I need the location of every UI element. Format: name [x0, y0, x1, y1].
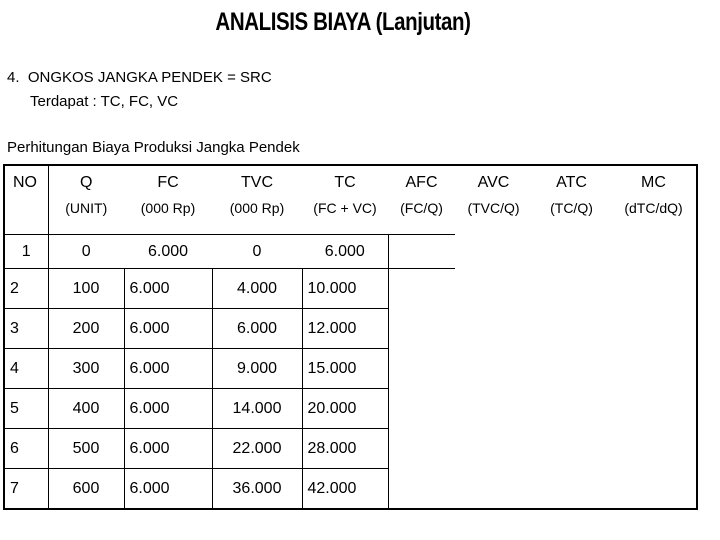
cell-afc — [388, 349, 455, 389]
cell-tc: 10.000 — [302, 269, 388, 309]
cell-atc — [532, 389, 611, 429]
section-heading: 4. ONGKOS JANGKA PENDEK = SRC — [7, 69, 272, 86]
cell-mc — [611, 469, 697, 510]
cell-afc — [388, 469, 455, 510]
cell-atc — [532, 349, 611, 389]
table-row — [4, 349, 697, 389]
table-row — [4, 429, 697, 469]
cell-q: 300 — [48, 349, 124, 389]
cell-afc — [388, 235, 455, 269]
cell-mc — [611, 429, 697, 469]
cell-q: 100 — [48, 269, 124, 309]
cell-afc — [388, 309, 455, 349]
table-row — [4, 309, 697, 349]
header-avc-sub: (TVC/Q) — [467, 200, 520, 216]
cell-avc — [455, 389, 532, 429]
cell-fc: 6.000 — [124, 429, 212, 469]
cell-avc — [455, 429, 532, 469]
cell-tvc: 6.000 — [212, 309, 302, 349]
cell-fc: 6.000 — [124, 389, 212, 429]
cell-atc — [532, 429, 611, 469]
table-header-row — [4, 165, 697, 235]
header-no: NO — [4, 165, 48, 235]
cell-q: 400 — [48, 389, 124, 429]
cell-tvc: 9.000 — [212, 349, 302, 389]
cell-atc — [532, 235, 611, 269]
cell-no: 6 — [4, 429, 48, 469]
cost-table — [3, 164, 698, 510]
cell-no: 4 — [4, 349, 48, 389]
header-mc: MC (dTC/dQ) — [611, 165, 697, 235]
cell-atc — [532, 309, 611, 349]
cell-avc — [455, 309, 532, 349]
cell-tc: 20.000 — [302, 389, 388, 429]
cell-afc — [388, 389, 455, 429]
cell-mc — [611, 269, 697, 309]
cell-atc — [532, 269, 611, 309]
page-title: ANALISIS BIAYA (Lanjutan) — [215, 8, 471, 36]
cell-tvc: 22.000 — [212, 429, 302, 469]
header-atc: ATC (TC/Q) — [532, 165, 611, 235]
cell-tvc: 14.000 — [212, 389, 302, 429]
cell-atc — [532, 469, 611, 510]
header-tvc: TVC (000 Rp) — [212, 165, 302, 235]
cell-q: 600 — [48, 469, 124, 510]
header-q: Q (UNIT) — [48, 165, 124, 235]
cell-no: 3 — [4, 309, 48, 349]
cell-tvc: 0 — [212, 235, 302, 269]
table-caption: Perhitungan Biaya Produksi Jangka Pendek — [7, 139, 300, 156]
cell-avc — [455, 235, 532, 269]
cell-afc — [388, 269, 455, 309]
header-fc: FC (000 Rp) — [124, 165, 212, 235]
cell-no: 1 — [4, 235, 48, 269]
cell-tvc: 36.000 — [212, 469, 302, 510]
cell-mc — [611, 235, 697, 269]
cell-fc: 6.000 — [124, 469, 212, 510]
header-mc-sub: (dTC/dQ) — [624, 200, 683, 216]
cell-fc: 6.000 — [124, 269, 212, 309]
cell-fc: 6.000 — [124, 309, 212, 349]
header-avc: AVC (TVC/Q) — [455, 165, 532, 235]
cell-fc: 6.000 — [124, 349, 212, 389]
header-q-sub: (UNIT) — [65, 200, 108, 216]
table-row — [4, 269, 697, 309]
table-row — [4, 389, 697, 429]
cell-q: 200 — [48, 309, 124, 349]
cell-tc: 12.000 — [302, 309, 388, 349]
cell-no: 2 — [4, 269, 48, 309]
cell-q: 500 — [48, 429, 124, 469]
cell-avc — [455, 269, 532, 309]
header-tvc-sub: (000 Rp) — [229, 200, 285, 216]
cell-tc: 6.000 — [302, 235, 388, 269]
header-tc-sub: (FC + VC) — [313, 200, 377, 216]
header-afc: AFC (FC/Q) — [388, 165, 455, 235]
table-row — [4, 235, 697, 269]
cell-afc — [388, 429, 455, 469]
cell-fc: 6.000 — [124, 235, 212, 269]
cell-tc: 42.000 — [302, 469, 388, 510]
header-atc-sub: (TC/Q) — [550, 200, 593, 216]
header-fc-sub: (000 Rp) — [140, 200, 196, 216]
cell-no: 7 — [4, 469, 48, 510]
cell-q: 0 — [48, 235, 124, 269]
cell-tvc: 4.000 — [212, 269, 302, 309]
cell-avc — [455, 349, 532, 389]
cell-mc — [611, 389, 697, 429]
cell-tc: 28.000 — [302, 429, 388, 469]
cell-mc — [611, 309, 697, 349]
header-afc-sub: (FC/Q) — [400, 200, 443, 216]
cell-mc — [611, 349, 697, 389]
cell-no: 5 — [4, 389, 48, 429]
header-tc: TC (FC + VC) — [302, 165, 388, 235]
cell-avc — [455, 469, 532, 510]
section-subtext: Terdapat : TC, FC, VC — [30, 93, 179, 110]
cell-tc: 15.000 — [302, 349, 388, 389]
table-row — [4, 469, 697, 510]
